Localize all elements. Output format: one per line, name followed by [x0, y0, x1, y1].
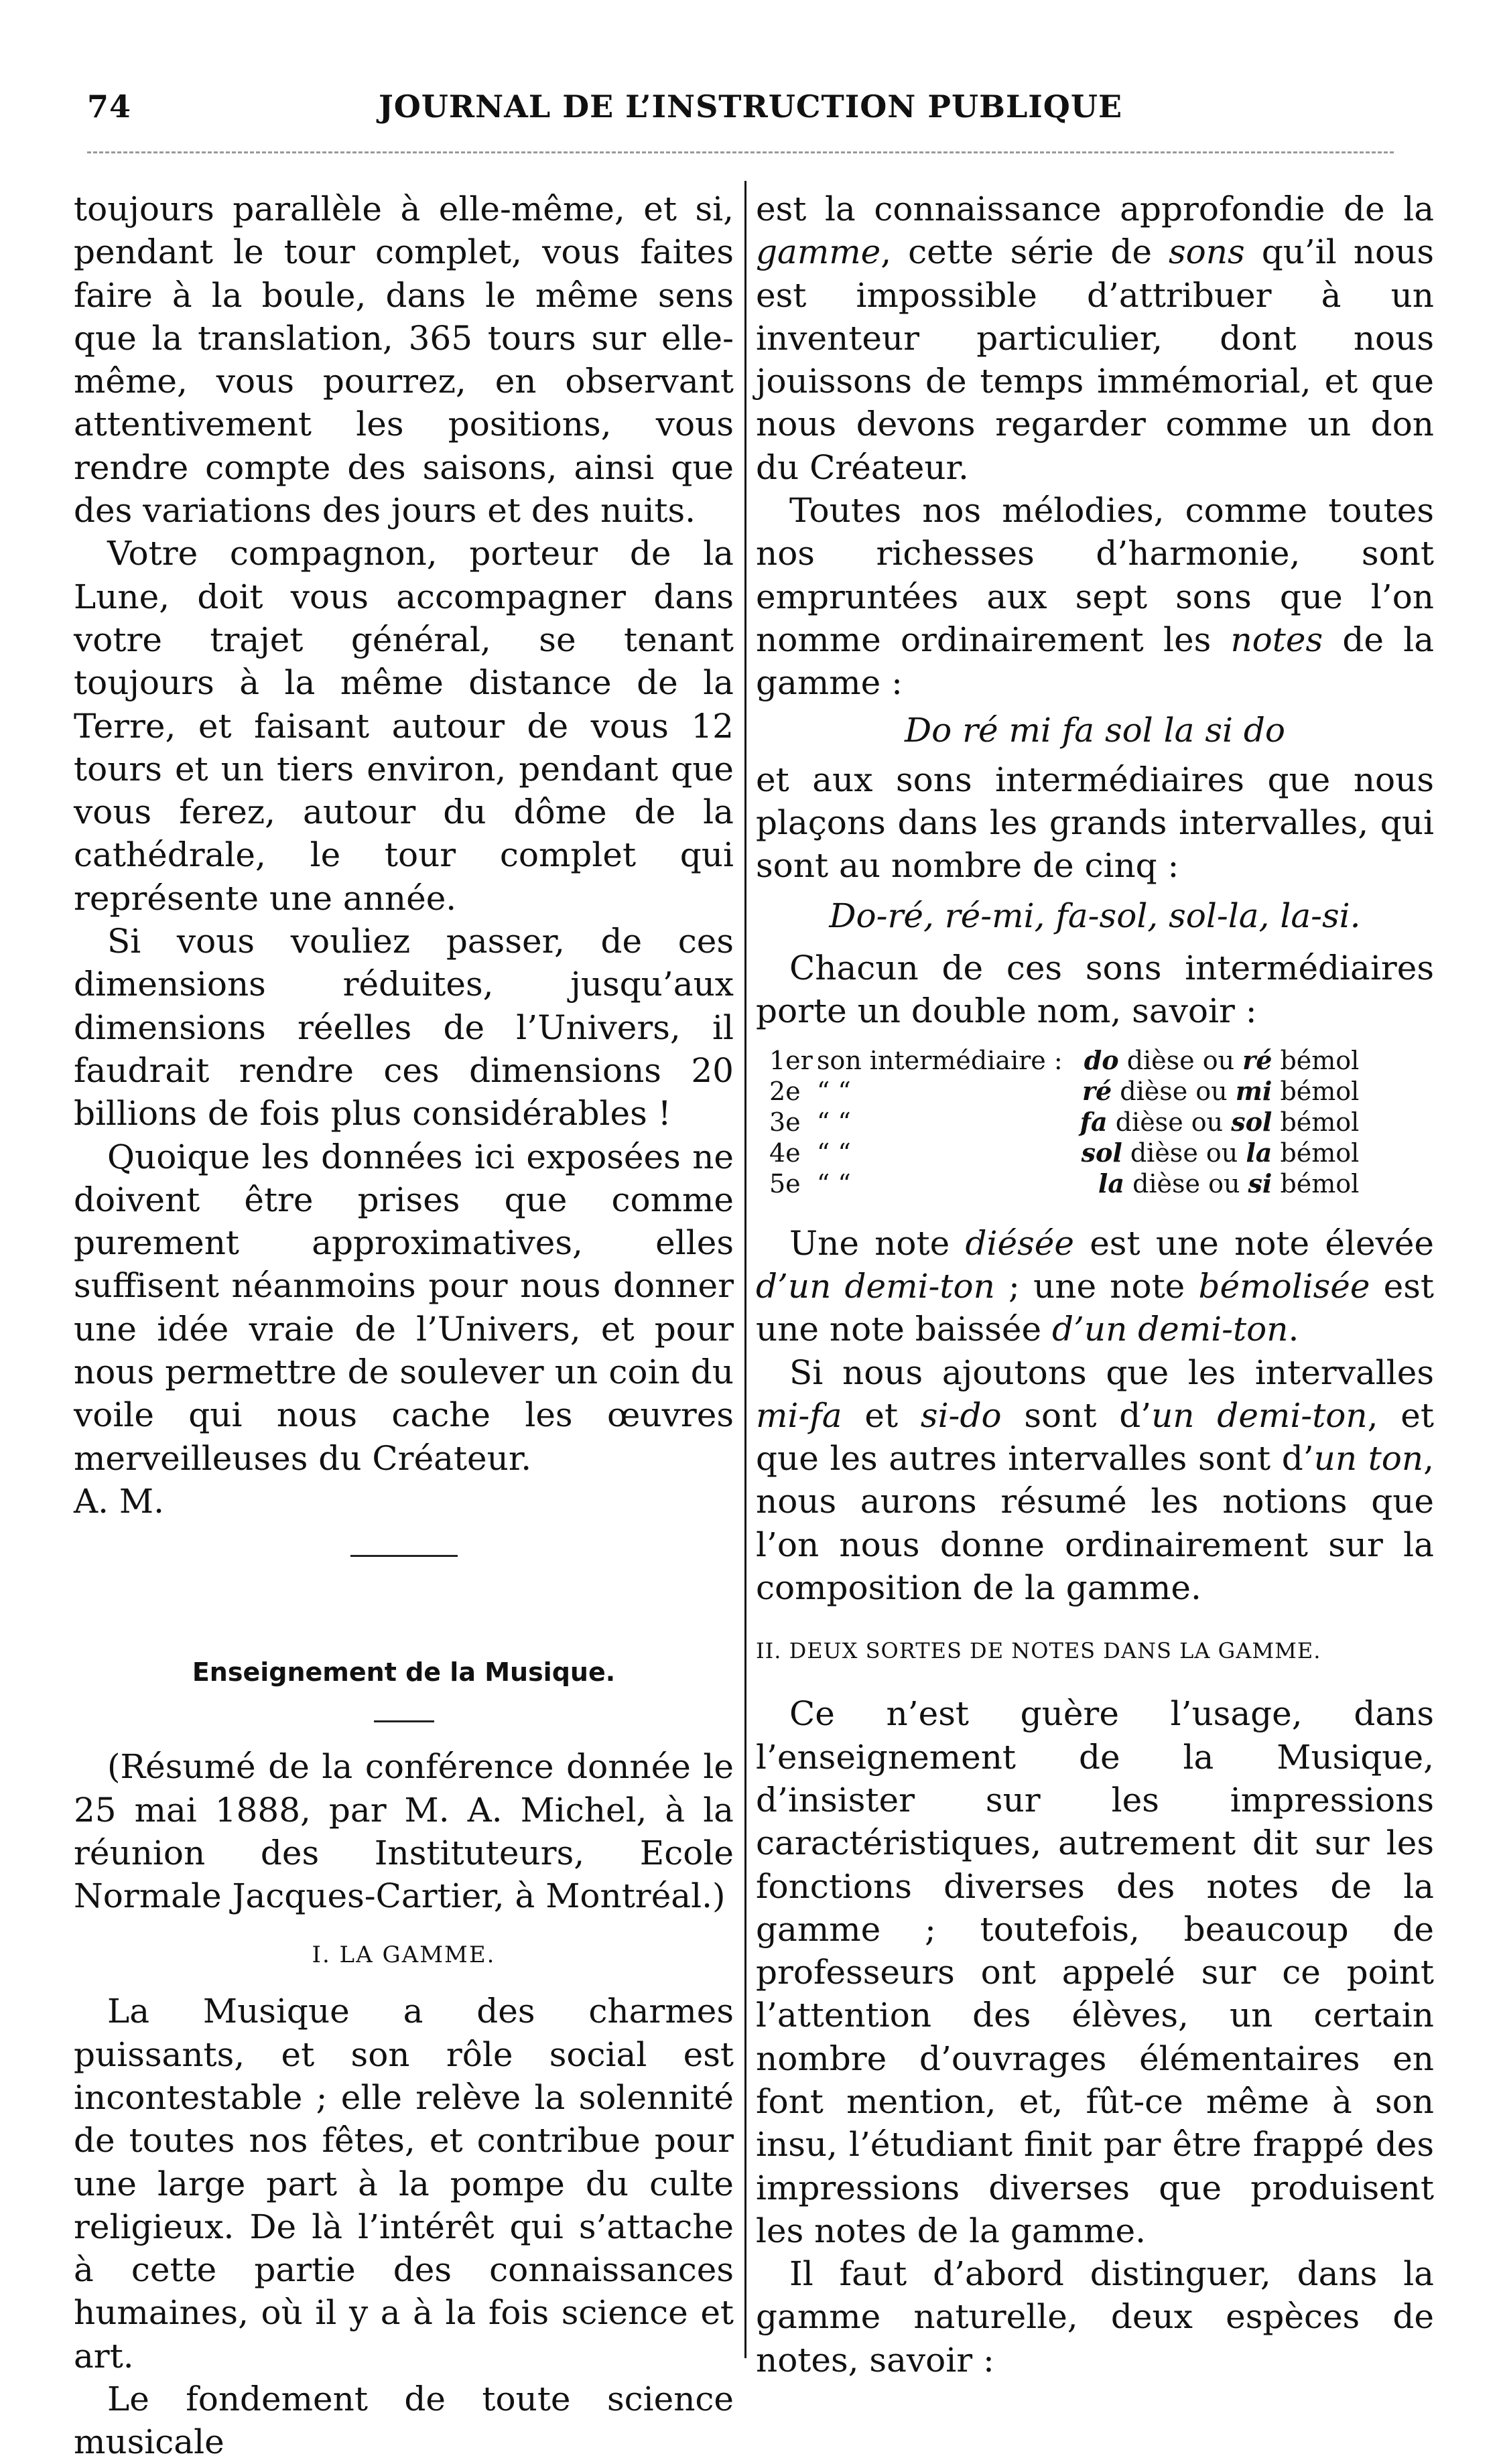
row-label: “ “ [816, 1168, 851, 1199]
italic-run: d’un demi-ton [756, 1266, 995, 1306]
text-run: dièse ou [1118, 1045, 1243, 1075]
page-header [67, 82, 1434, 135]
text-run: Une note [789, 1223, 966, 1263]
row-notes [1067, 1076, 1364, 1107]
row-notes [1067, 1045, 1364, 1076]
left-column [74, 188, 734, 2464]
row-notes [1067, 1168, 1364, 1199]
text-run: et [842, 1395, 921, 1435]
note-name: la [1098, 1168, 1124, 1199]
subsection-heading-2: II. DEUX SORTES DE NOTES DANS LA GAMME. [756, 1638, 1321, 1664]
italic-run: d’un demi-ton [1051, 1310, 1289, 1349]
italic-run: un demi-ton [1151, 1395, 1368, 1435]
intermediate-sounds-table [769, 1045, 1363, 1199]
left-paragraph-4: Quoique les données ici exposées ne doivent être prises que comme purement approximatives, elles suffisent néanmoins pour nous donner une idée vraie de l’Univers, et pour nous permettre de soulever un coin du voile qui nous cache les œuvres merveilleuses du Créateur. [74, 1137, 734, 1478]
text-run: dièse ou [1112, 1076, 1236, 1106]
text-run: , nous aurons résumé les notions que l’on nous donne ordinairement sur la composition de la gamme. [756, 1439, 1434, 1608]
row-notes [1067, 1107, 1364, 1138]
signature: A. M. [74, 1481, 164, 1521]
note-name: mi [1235, 1075, 1272, 1106]
text-run: Si nous ajoutons que les intervalles [789, 1353, 1434, 1392]
text-run: est la connaissance approfondie de la [756, 190, 1434, 228]
italic-run: notes [1230, 620, 1323, 659]
text-run: est une note élevée [1073, 1223, 1434, 1263]
intermediate-row [769, 1168, 1363, 1199]
text-run: bémol [1272, 1107, 1360, 1137]
note-name: sol [1231, 1106, 1272, 1137]
left-paragraph-1: toujours parallèle à elle-même, et si, pendant le tour complet, vous faites faire à la boule, dans le même sens que la translation, 365 tours sur elle-même, vous pourrez, en observant attentivement les positions, vous rendre compte des saisons, ainsi que des variations des jours et des nuits. [74, 190, 734, 531]
intermediate-row [769, 1045, 1363, 1076]
text-run: bémol [1272, 1168, 1360, 1199]
text-run: bémol [1272, 1045, 1360, 1075]
intermediate-row [769, 1107, 1363, 1138]
row-label: “ “ [816, 1076, 851, 1106]
text-run: dièse ou [1122, 1138, 1246, 1168]
column-divider [744, 181, 746, 2358]
left-paragraph-3: Si vous vouliez passer, de ces dimensions réduites, jusqu’aux dimensions réelles de l’Univers, il faudrait rendre ces dimensions 20 billions de fois plus considérables ! [74, 922, 734, 1134]
text-run: qu’il nous est impossible d’attribuer à un inventeur particulier, dont nous jouissons de temps immémorial, et que nous devons regarder comme un don du Créateur. [756, 232, 1434, 487]
intermediate-row [769, 1076, 1363, 1107]
text-run: de la gamme : [756, 620, 1434, 703]
left-paragraph-7: Le fondement de toute science musicale [74, 2380, 734, 2462]
right-column [756, 188, 1434, 2382]
intermediate-notes-line: Do-ré, ré-mi, fa-sol, sol-la, la-si. [829, 896, 1361, 935]
row-ordinal: 4e [769, 1138, 801, 1168]
text-run: . [1288, 1310, 1299, 1349]
subsection-heading-1: I. LA GAMME. [312, 1941, 496, 1969]
text-run: est une note baissée [756, 1266, 1434, 1349]
text-run: bémol [1272, 1138, 1360, 1168]
italic-run: mi-fa [756, 1395, 842, 1435]
title-rule [374, 1720, 434, 1722]
row-ordinal: 1er [769, 1045, 813, 1075]
row-ordinal: 3e [769, 1107, 801, 1137]
page-number: 74 [87, 88, 132, 125]
header-rule [87, 151, 1394, 153]
italic-run: sons [1169, 232, 1245, 272]
journal-title: JOURNAL DE L’INSTRUCTION PUBLIQUE [378, 88, 1123, 125]
text-run: Toutes nos mélodies, comme toutes nos richesses d’harmonie, sont empruntées aux sept sons que l’on nomme ordinairement les [756, 491, 1434, 659]
note-name: fa [1080, 1106, 1108, 1137]
right-paragraph-2 [756, 489, 1434, 704]
text-run: bémol [1272, 1076, 1360, 1106]
row-notes [1067, 1138, 1364, 1168]
row-ordinal: 2e [769, 1076, 801, 1106]
article-separator [350, 1555, 458, 1557]
right-paragraph-8: Il faut d’abord distinguer, dans la gamme naturelle, deux espèces de notes, savoir : [756, 2254, 1434, 2380]
note-name: do [1084, 1044, 1119, 1075]
section-title: Enseignement de la Musique. [192, 1657, 616, 1688]
italic-run: gamme [756, 232, 881, 272]
note-name: sol [1081, 1137, 1122, 1168]
row-label: “ “ [816, 1107, 851, 1137]
row-label: son intermédiaire : [816, 1045, 1063, 1075]
row-label: “ “ [816, 1138, 851, 1168]
note-name: ré [1242, 1044, 1272, 1075]
text-run: ; une note [994, 1266, 1199, 1306]
left-paragraph-2: Votre compagnon, porteur de la Lune, doit vous accompagner dans votre trajet général, se tenant toujours à la même distance de la Terre, et faisant autour de vous 12 tours et un tiers environ, pendant que vous ferez, autour du dôme de la cathédrale, le tour complet qui représente une année. [74, 534, 734, 918]
italic-run: diésée [965, 1223, 1074, 1263]
right-paragraph-6 [756, 1351, 1434, 1610]
right-paragraph-7: Ce n’est guère l’usage, dans l’enseignement de la Musique, d’insister sur les impressions caractéristiques, autrement dit sur les fonctions diverses des notes de la gamme ; toutefois, beaucoup de professeurs ont appelé sur ce point l’attention des élèves, un certain nombre d’ouvrages élémentaires en font mention, et, fût-ce même à son insu, l’étudiant finit par être frappé des impressions diverses que produisent les notes de la gamme. [756, 1694, 1434, 2250]
right-paragraph-3: et aux sons intermédiaires que nous plaçons dans les grands intervalles, qui sont au nombre de cinq : [756, 760, 1434, 886]
italic-run: si-do [920, 1395, 1002, 1435]
text-run: , cette série de [880, 232, 1169, 272]
italic-run: bémolisée [1198, 1266, 1370, 1306]
text-run: dièse ou [1107, 1107, 1232, 1137]
right-paragraph-4: Chacun de ces sons intermédiaires porte un double nom, savoir : [756, 949, 1434, 1031]
row-ordinal: 5e [769, 1168, 801, 1199]
right-paragraph-1 [756, 188, 1434, 489]
text-run: , et que les autres intervalles sont d’ [756, 1395, 1434, 1479]
note-name: la [1246, 1137, 1272, 1168]
text-run: dièse ou [1124, 1168, 1248, 1199]
notes-line: Do ré mi fa sol la si do [905, 710, 1285, 750]
intermediate-row [769, 1138, 1363, 1168]
italic-run: un ton [1313, 1439, 1424, 1479]
left-paragraph-6: La Musique a des charmes puissants, et son rôle social est incontestable ; elle relève la solennité de toutes nos fêtes, et contribue pour une large part à la pompe du culte religieux. De là l’intérêt qui s’attache à cette partie des connaissances humaines, où il y a à la fois science et art. [74, 1992, 734, 2376]
left-paragraph-5: (Résumé de la conférence donnée le 25 mai 1888, par M. A. Michel, à la réunion des Instituteurs, Ecole Normale Jacques-Cartier, à Montréal.) [74, 1747, 734, 1916]
right-paragraph-5 [756, 1222, 1434, 1351]
text-run: sont d’ [1001, 1395, 1152, 1435]
note-name: ré [1082, 1075, 1112, 1106]
note-name: si [1248, 1168, 1272, 1199]
